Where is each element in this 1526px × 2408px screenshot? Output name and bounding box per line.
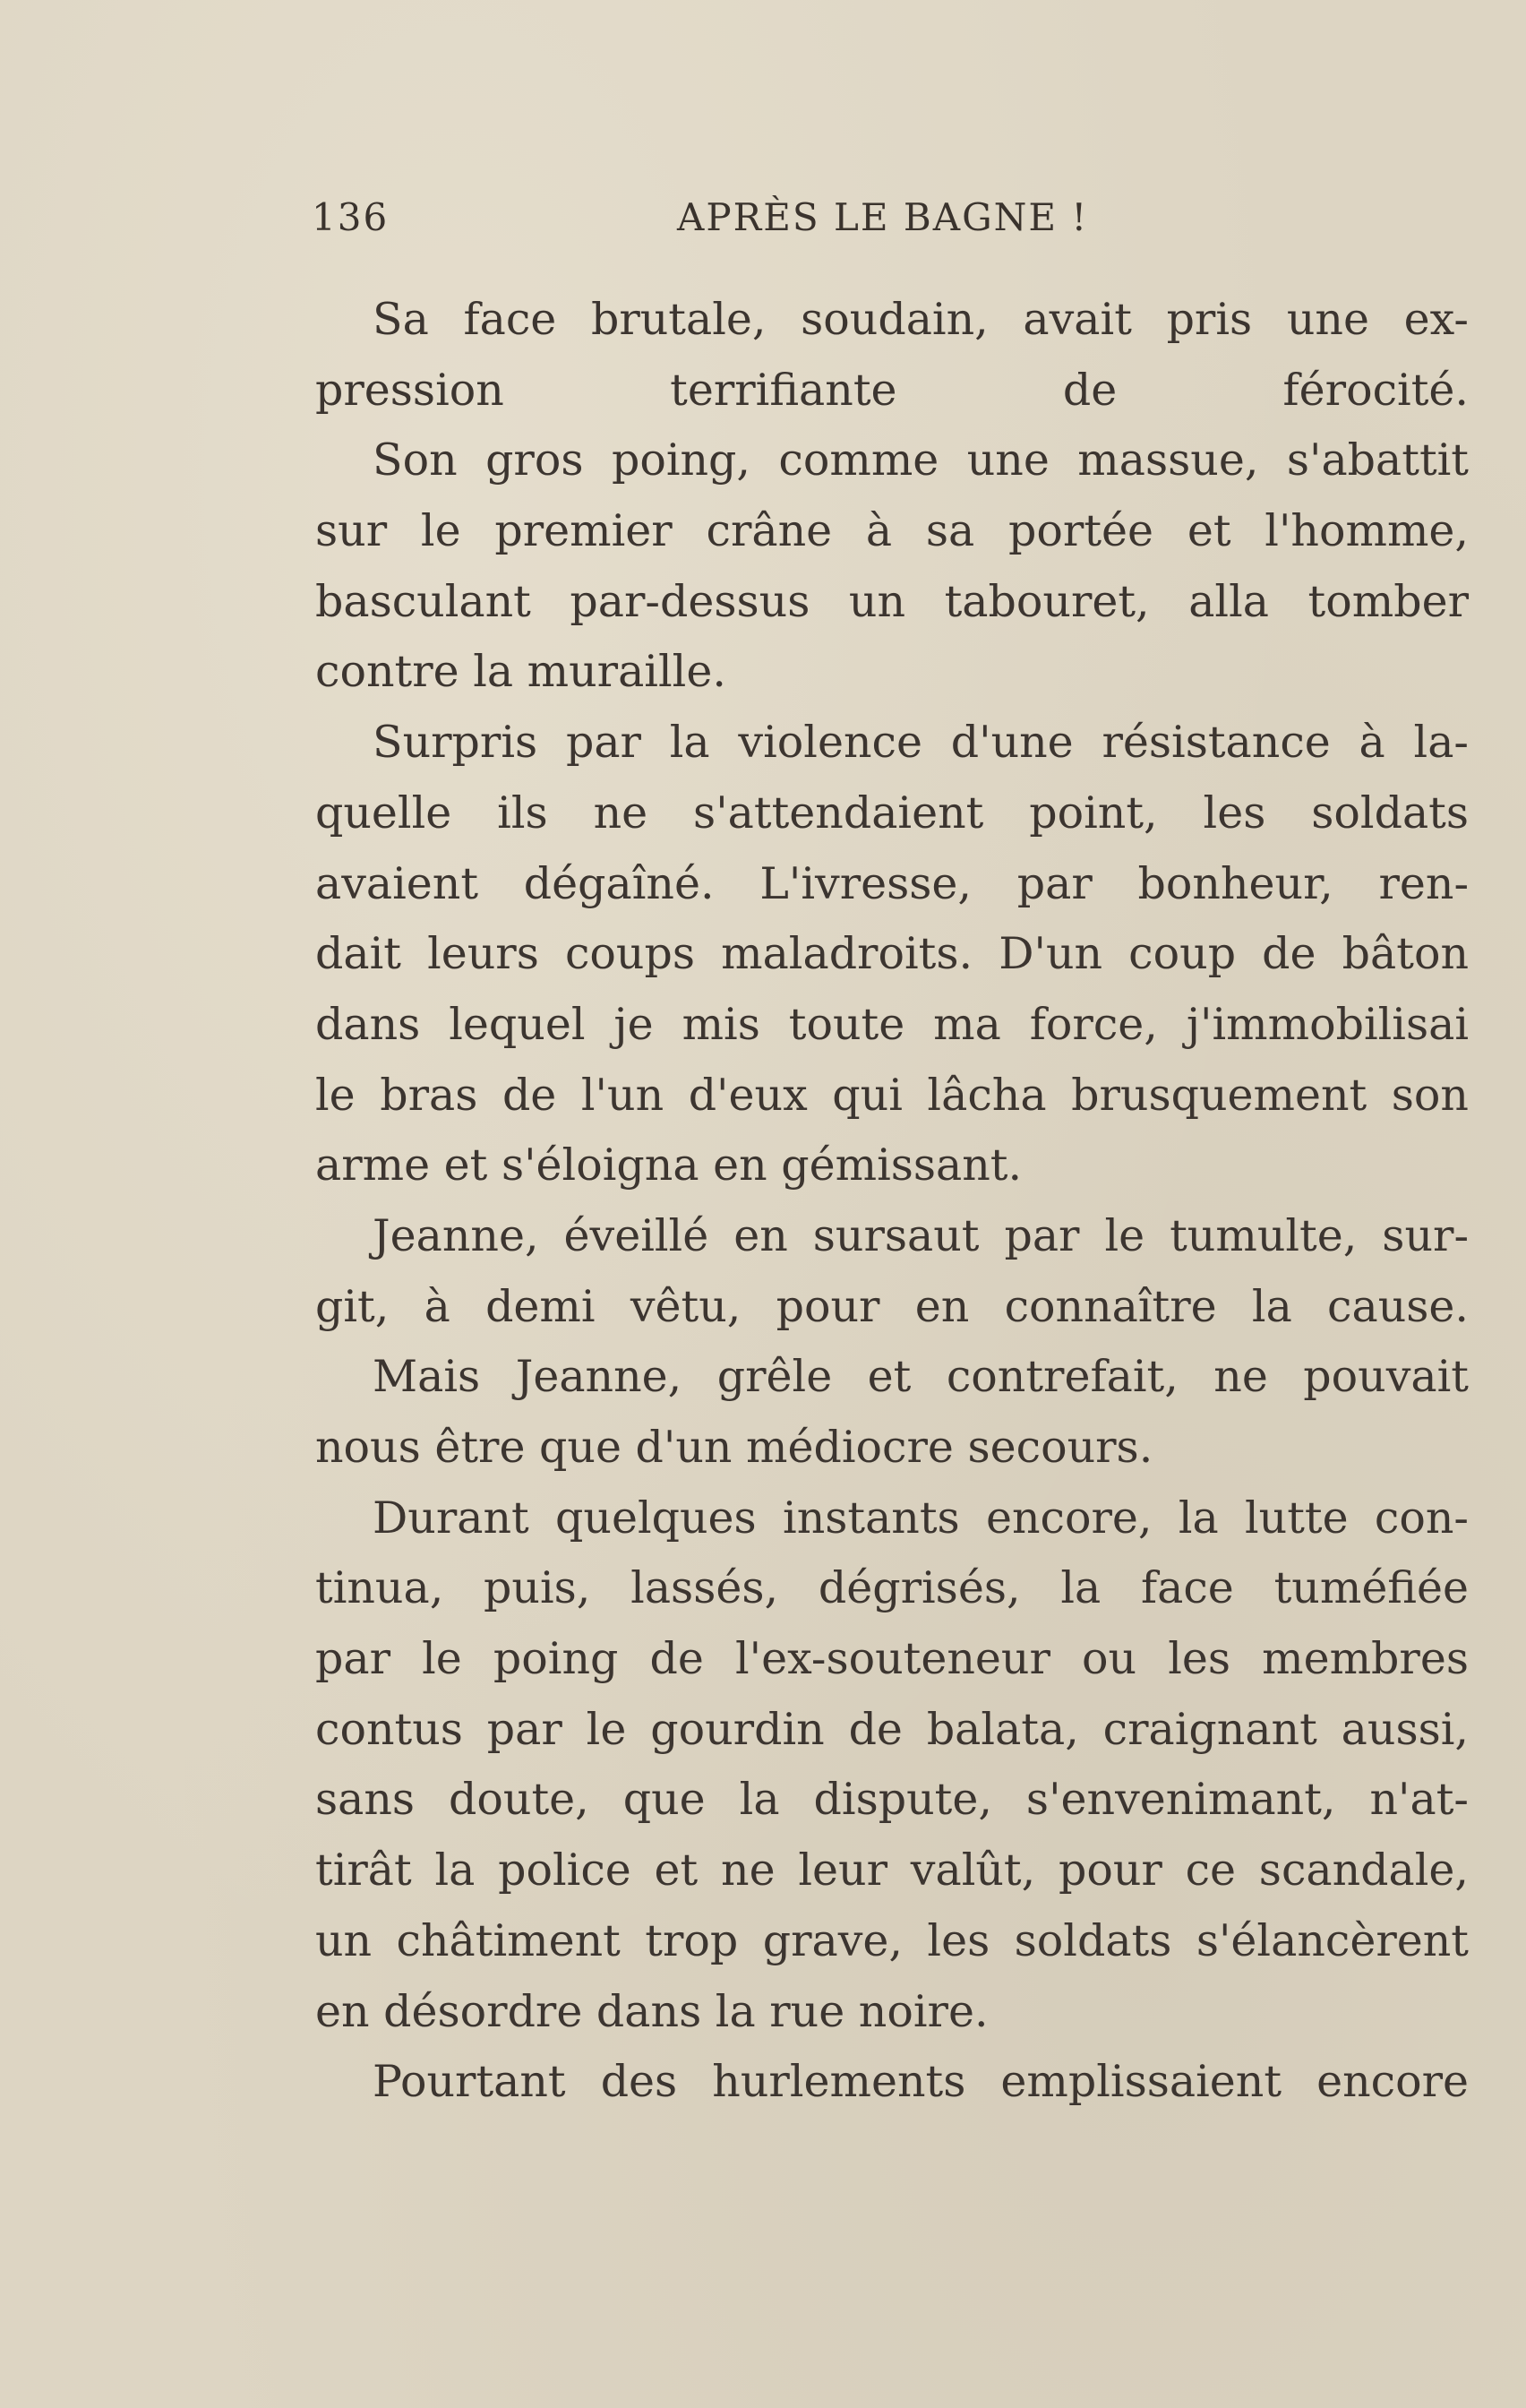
body-text xyxy=(315,285,1469,2118)
text-line: dans lequel je mis toute ma force, j'immobilisai xyxy=(315,998,1469,1050)
text-line: un châtiment trop grave, les soldats s'élancèrent xyxy=(315,1914,1469,1966)
text-line: Sa face brutale, soudain, avait pris une ex- xyxy=(373,294,1469,345)
text-line: tirât la police et ne leur valût, pour ce scandale, xyxy=(315,1845,1469,1896)
text-line: Son gros poing, comme une massue, s'abattit xyxy=(373,434,1469,486)
text-line: sans doute, que la dispute, s'envenimant, n'at- xyxy=(315,1774,1469,1826)
text-line: arme et s'éloigna en gémissant. xyxy=(315,1140,1023,1191)
text-line: avaient dégaîné. L'ivresse, par bonheur, ren- xyxy=(315,857,1469,909)
text-line: tinua, puis, lassés, dégrisés, la face tuméfiée xyxy=(315,1562,1469,1614)
text-line: contre la muraille. xyxy=(315,646,726,698)
text-line: quelle ils ne s'attendaient point, les soldats xyxy=(315,787,1469,838)
text-line: en désordre dans la rue noire. xyxy=(315,1985,989,2037)
text-line: Durant quelques instants encore, la lutte con- xyxy=(373,1492,1469,1544)
text-line: Mais Jeanne, grêle et contrefait, ne pouvait xyxy=(373,1351,1469,1403)
text-line: contus par le gourdin de balata, craignant aussi, xyxy=(315,1703,1469,1755)
text-line: nous être que d'un médiocre secours. xyxy=(315,1422,1153,1473)
text-line: par le poing de l'ex-souteneur ou les membres xyxy=(315,1633,1469,1685)
text-line: Pourtant des hurlements emplissaient encore xyxy=(373,2056,1469,2108)
book-title: APRÈS LE BAGNE ! xyxy=(677,195,1089,239)
running-head xyxy=(312,195,1476,249)
text-line: sur le premier crâne à sa portée et l'homme, xyxy=(315,505,1469,557)
text-line: dait leurs coups maladroits. D'un coup de bâton xyxy=(315,928,1469,980)
text-line: Surpris par la violence d'une résistance à la- xyxy=(373,717,1469,769)
text-line: le bras de l'un d'eux qui lâcha brusquement son xyxy=(315,1069,1469,1121)
text-line: basculant par-dessus un tabouret, alla tomber xyxy=(315,575,1469,627)
text-line: git, à demi vêtu, pour en connaître la cause. xyxy=(315,1280,1469,1332)
text-line: Jeanne, éveillé en sursaut par le tumulte, sur- xyxy=(373,1209,1469,1261)
page-number: 136 xyxy=(312,195,390,239)
text-line: pression terrifiante de férocité. xyxy=(315,364,1469,416)
